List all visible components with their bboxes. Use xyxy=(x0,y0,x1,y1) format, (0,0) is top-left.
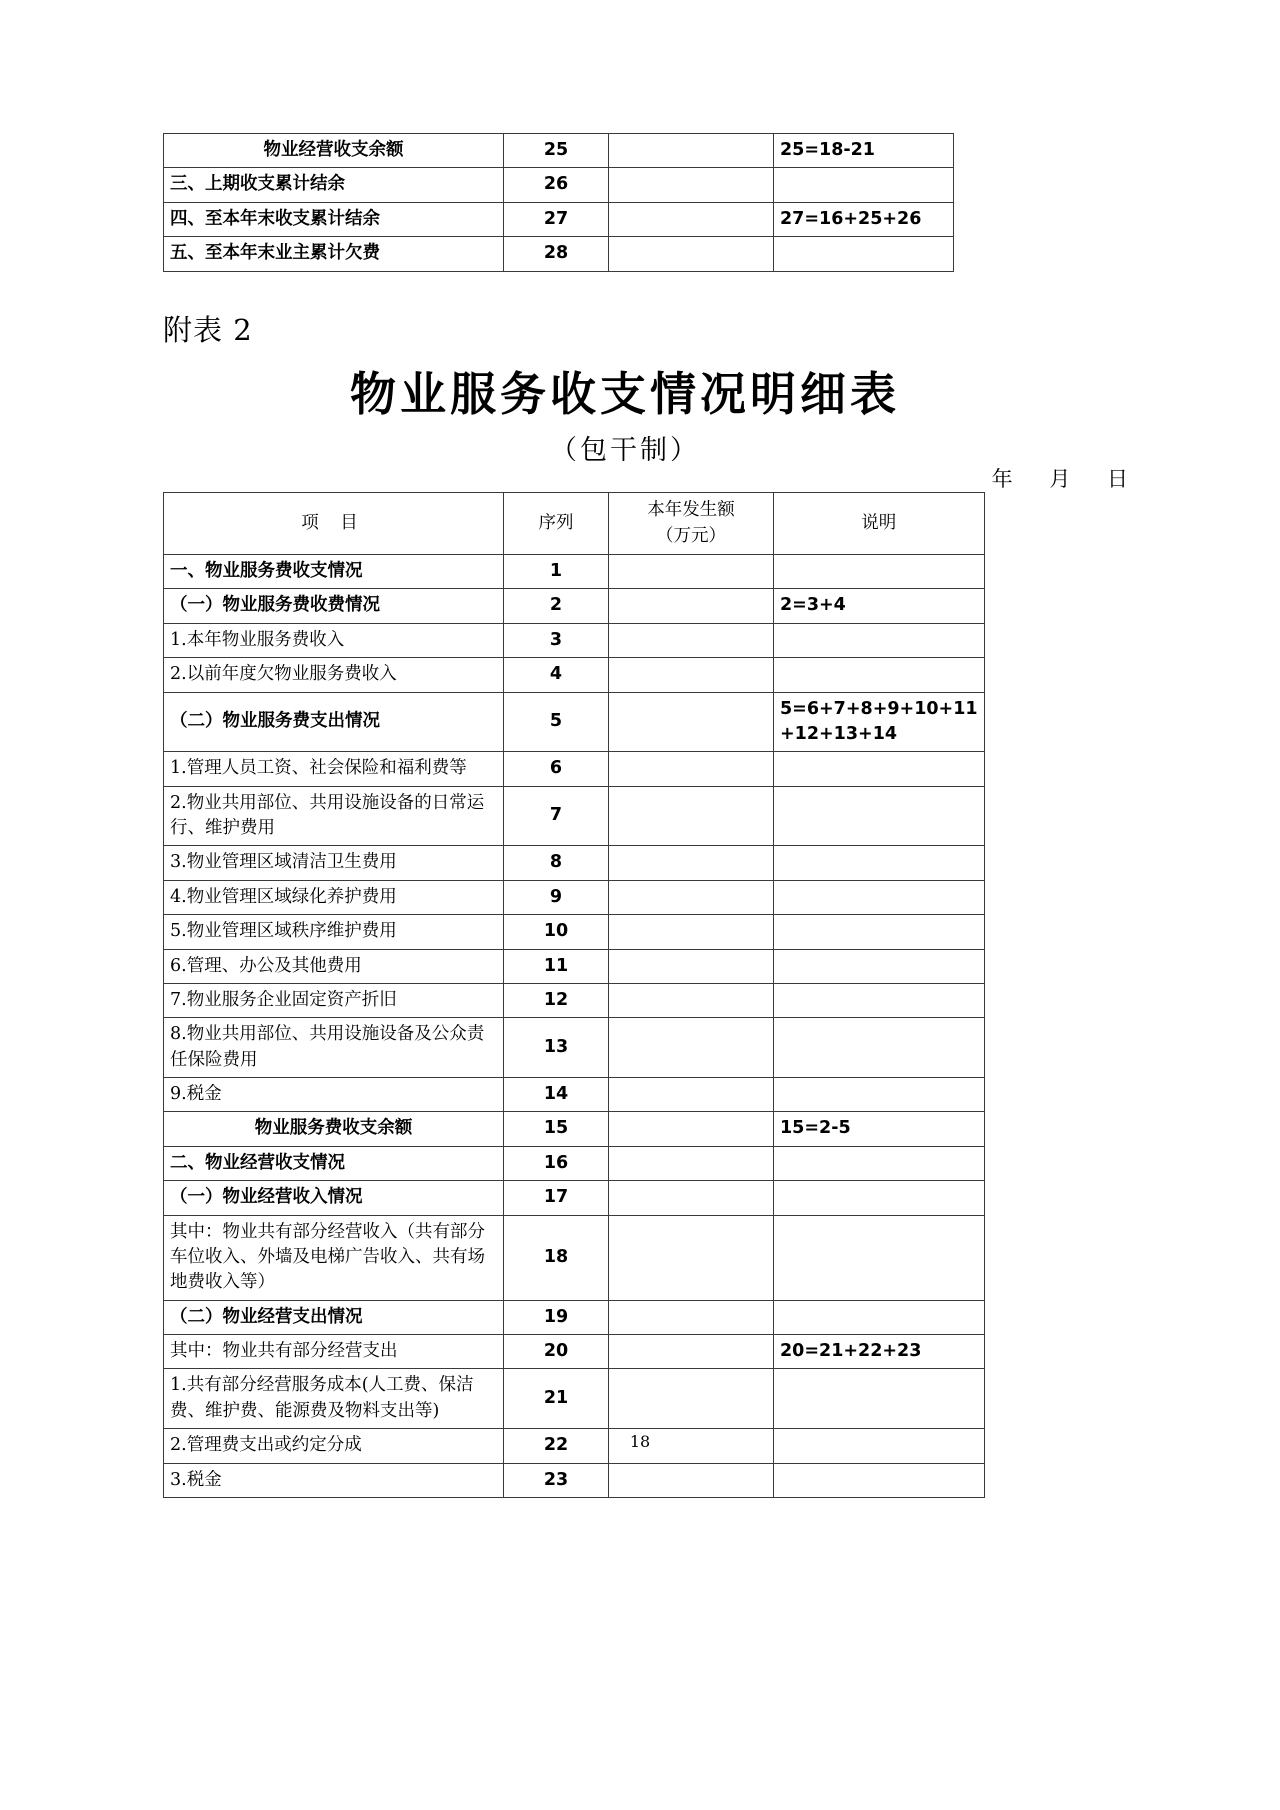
main-seq-cell: 2 xyxy=(504,589,609,623)
main-note-cell xyxy=(774,786,985,846)
main-amount-cell[interactable] xyxy=(609,1335,774,1369)
header-note: 说明 xyxy=(774,493,985,555)
main-amount-cell[interactable] xyxy=(609,1181,774,1215)
table-row xyxy=(164,1369,985,1429)
continued-seq-cell: 25 xyxy=(504,134,609,168)
main-note-cell xyxy=(774,623,985,657)
table-row xyxy=(164,1300,985,1334)
main-seq-cell: 19 xyxy=(504,1300,609,1334)
main-seq-cell: 6 xyxy=(504,752,609,786)
main-amount-cell[interactable] xyxy=(609,623,774,657)
header-amount: 本年发生额 （万元） xyxy=(609,493,774,555)
main-item-cell: 其中：物业共有部分经营收入（共有部分车位收入、外墙及电梯广告收入、共有场地费收入等） xyxy=(164,1215,504,1300)
table-row xyxy=(164,589,985,623)
table-row xyxy=(164,555,985,589)
continued-amount-cell[interactable] xyxy=(609,237,774,271)
table-row xyxy=(164,1146,985,1180)
main-note-cell xyxy=(774,1181,985,1215)
table-row xyxy=(164,623,985,657)
main-seq-cell: 21 xyxy=(504,1369,609,1429)
main-note-cell xyxy=(774,752,985,786)
date-year-label: 年 xyxy=(991,467,1015,491)
main-item-cell: 2.以前年度欠物业服务费收入 xyxy=(164,658,504,692)
main-amount-cell[interactable] xyxy=(609,1146,774,1180)
main-seq-cell: 9 xyxy=(504,880,609,914)
main-seq-cell: 7 xyxy=(504,786,609,846)
main-item-cell: 二、物业经营收支情况 xyxy=(164,1146,504,1180)
main-item-cell: （二）物业经营支出情况 xyxy=(164,1300,504,1334)
main-amount-cell[interactable] xyxy=(609,692,774,752)
main-seq-cell: 5 xyxy=(504,692,609,752)
table-row xyxy=(164,202,954,236)
main-item-cell: 4.物业管理区域绿化养护费用 xyxy=(164,880,504,914)
main-note-cell xyxy=(774,1146,985,1180)
main-amount-cell[interactable] xyxy=(609,846,774,880)
main-seq-cell: 8 xyxy=(504,846,609,880)
main-seq-cell: 14 xyxy=(504,1078,609,1112)
date-day-label: 日 xyxy=(1107,467,1130,491)
continued-item-cell: 五、至本年末业主累计欠费 xyxy=(164,237,504,271)
continued-item-cell: 四、至本年末收支累计结余 xyxy=(164,202,504,236)
property-service-detail-table xyxy=(163,492,985,1498)
continued-note-cell xyxy=(774,168,954,202)
main-amount-cell[interactable] xyxy=(609,752,774,786)
main-item-cell: 3.税金 xyxy=(164,1463,504,1497)
main-item-cell: （二）物业服务费支出情况 xyxy=(164,692,504,752)
main-amount-cell[interactable] xyxy=(609,1300,774,1334)
continued-note-cell: 25=18-21 xyxy=(774,134,954,168)
main-item-cell: 9.税金 xyxy=(164,1078,504,1112)
main-note-cell xyxy=(774,1463,985,1497)
continued-seq-cell: 28 xyxy=(504,237,609,271)
table-row xyxy=(164,168,954,202)
main-amount-cell[interactable] xyxy=(609,1369,774,1429)
table-row xyxy=(164,1078,985,1112)
main-seq-cell: 20 xyxy=(504,1335,609,1369)
main-item-cell: 1.共有部分经营服务成本(人工费、保洁费、维护费、能源费及物料支出等) xyxy=(164,1369,504,1429)
main-seq-cell: 23 xyxy=(504,1463,609,1497)
header-item: 项 目 xyxy=(164,493,504,555)
main-table-body xyxy=(164,493,985,1498)
table-row xyxy=(164,134,954,168)
main-item-cell: 2.物业共用部位、共用设施设备的日常运行、维护费用 xyxy=(164,786,504,846)
main-note-cell: 15=2-5 xyxy=(774,1112,985,1146)
main-amount-cell[interactable] xyxy=(609,658,774,692)
main-amount-cell[interactable] xyxy=(609,786,774,846)
page-title: 物业服务收支情况明细表 xyxy=(350,367,900,421)
table-row xyxy=(164,1335,985,1369)
main-item-cell: 5.物业管理区域秩序维护费用 xyxy=(164,915,504,949)
main-note-cell xyxy=(774,555,985,589)
main-seq-cell: 18 xyxy=(504,1215,609,1300)
main-seq-cell: 22 xyxy=(504,1429,609,1463)
main-amount-cell[interactable] xyxy=(609,915,774,949)
continued-item-cell: 三、上期收支累计结余 xyxy=(164,168,504,202)
table-row xyxy=(164,949,985,983)
main-note-cell: 2=3+4 xyxy=(774,589,985,623)
main-seq-cell: 16 xyxy=(504,1146,609,1180)
table-row xyxy=(164,752,985,786)
main-table-container xyxy=(163,492,985,1498)
main-amount-cell[interactable] xyxy=(609,1078,774,1112)
date-month-label: 月 xyxy=(1049,467,1073,491)
main-seq-cell: 10 xyxy=(504,915,609,949)
main-seq-cell: 12 xyxy=(504,983,609,1017)
main-item-cell: 3.物业管理区域清洁卫生费用 xyxy=(164,846,504,880)
main-amount-cell[interactable] xyxy=(609,555,774,589)
main-amount-cell[interactable] xyxy=(609,983,774,1017)
date-line xyxy=(992,463,1130,493)
table-row xyxy=(164,880,985,914)
table-header-row xyxy=(164,493,985,555)
page-number: 18 xyxy=(629,1432,651,1451)
main-seq-cell: 15 xyxy=(504,1112,609,1146)
main-item-cell: 2.管理费支出或约定分成 xyxy=(164,1429,504,1463)
main-amount-cell[interactable] xyxy=(609,589,774,623)
table-row xyxy=(164,1018,985,1078)
continued-table-body xyxy=(164,134,954,272)
continued-note-cell: 27=16+25+26 xyxy=(774,202,954,236)
main-amount-cell[interactable] xyxy=(609,1215,774,1300)
main-item-cell: （一）物业经营收入情况 xyxy=(164,1181,504,1215)
main-amount-cell[interactable] xyxy=(609,880,774,914)
table-row xyxy=(164,786,985,846)
main-note-cell xyxy=(774,915,985,949)
main-item-cell: 其中：物业共有部分经营支出 xyxy=(164,1335,504,1369)
table-row xyxy=(164,658,985,692)
main-item-cell: （一）物业服务费收费情况 xyxy=(164,589,504,623)
main-item-cell: 物业服务费收支余额 xyxy=(164,1112,504,1146)
main-amount-cell[interactable] xyxy=(609,949,774,983)
table-row xyxy=(164,1112,985,1146)
main-note-cell xyxy=(774,1018,985,1078)
table-row xyxy=(164,1215,985,1300)
main-seq-cell: 1 xyxy=(504,555,609,589)
continued-table-container xyxy=(163,133,954,272)
main-note-cell xyxy=(774,880,985,914)
page-subtitle: （包干制） xyxy=(550,435,700,466)
continued-note-cell xyxy=(774,237,954,271)
main-seq-cell: 3 xyxy=(504,623,609,657)
table-row xyxy=(164,1463,985,1497)
main-seq-cell: 13 xyxy=(504,1018,609,1078)
main-item-cell: 1.本年物业服务费收入 xyxy=(164,623,504,657)
continued-seq-cell: 27 xyxy=(504,202,609,236)
main-item-cell: 7.物业服务企业固定资产折旧 xyxy=(164,983,504,1017)
main-note-cell xyxy=(774,983,985,1017)
main-seq-cell: 4 xyxy=(504,658,609,692)
table-row xyxy=(164,1181,985,1215)
header-sequence: 序列 xyxy=(504,493,609,555)
main-note-cell: 20=21+22+23 xyxy=(774,1335,985,1369)
main-note-cell xyxy=(774,1215,985,1300)
main-note-cell xyxy=(774,1300,985,1334)
continued-item-cell: 物业经营收支余额 xyxy=(164,134,504,168)
main-amount-cell[interactable] xyxy=(609,1463,774,1497)
table-row xyxy=(164,237,954,271)
continued-amount-cell[interactable] xyxy=(609,134,774,168)
main-item-cell: 6.管理、办公及其他费用 xyxy=(164,949,504,983)
continued-seq-cell: 26 xyxy=(504,168,609,202)
continued-table xyxy=(163,133,954,272)
main-seq-cell: 17 xyxy=(504,1181,609,1215)
continued-amount-cell[interactable] xyxy=(609,168,774,202)
main-note-cell: 5=6+7+8+9+10+11 +12+13+14 xyxy=(774,692,985,752)
table-row xyxy=(164,692,985,752)
table-row xyxy=(164,915,985,949)
main-note-cell xyxy=(774,1078,985,1112)
main-amount-cell[interactable] xyxy=(609,1018,774,1078)
main-note-cell xyxy=(774,1369,985,1429)
table-row xyxy=(164,846,985,880)
main-item-cell: 一、物业服务费收支情况 xyxy=(164,555,504,589)
attachment-label: 附表 2 xyxy=(163,313,253,347)
main-item-cell: 1.管理人员工资、社会保险和福利费等 xyxy=(164,752,504,786)
main-note-cell xyxy=(774,846,985,880)
main-amount-cell[interactable] xyxy=(609,1112,774,1146)
main-note-cell xyxy=(774,949,985,983)
table-row xyxy=(164,983,985,1017)
main-item-cell: 8.物业共用部位、共用设施设备及公众责任保险费用 xyxy=(164,1018,504,1078)
main-note-cell xyxy=(774,658,985,692)
main-seq-cell: 11 xyxy=(504,949,609,983)
continued-amount-cell[interactable] xyxy=(609,202,774,236)
